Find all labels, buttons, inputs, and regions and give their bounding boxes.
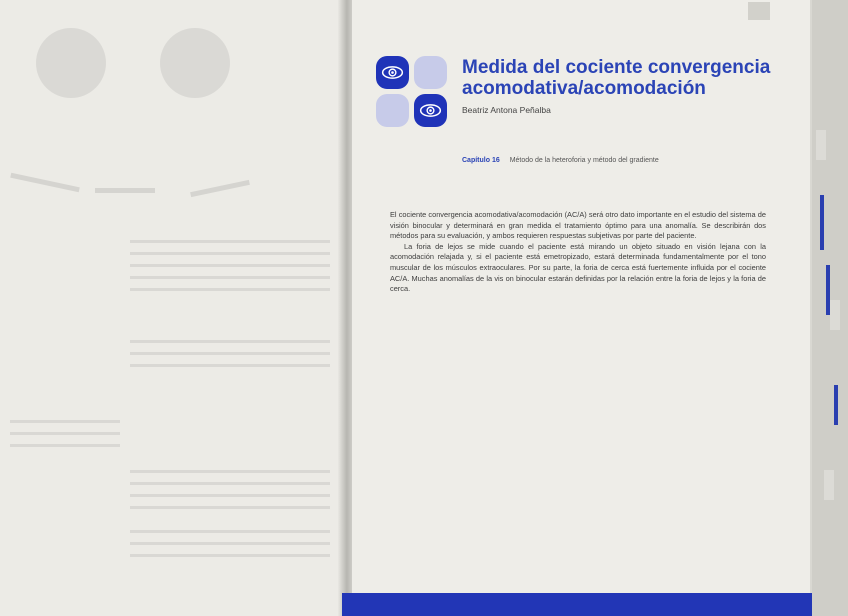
eye-icon: [381, 65, 404, 80]
edge-tab: [830, 300, 840, 330]
chapter-page: [352, 0, 810, 616]
eye-icon: [419, 103, 442, 118]
logo-square: [376, 94, 409, 127]
edge-tab: [834, 385, 838, 425]
chapter-author: Beatriz Antona Peñalba: [462, 105, 551, 115]
logo-square: [376, 56, 409, 89]
chapter-logo: [376, 56, 448, 128]
page-footer-band: [342, 593, 812, 616]
chapter-body: [390, 210, 766, 295]
chapter-reference: [462, 157, 659, 164]
previous-page-bleed: [0, 0, 346, 616]
edge-tab: [820, 195, 824, 250]
logo-square: [414, 94, 447, 127]
bleed-through-box: [748, 2, 770, 20]
edge-tab: [824, 470, 834, 500]
page-edge-tabs: [812, 0, 848, 616]
body-paragraph: La foria de lejos se mide cuando el paciente está mirando un objeto situado en visión lejana con la acomodación relajada y, si el paciente está emetropizado, estará determinada fundamentalmente por el tono muscular de los músculos extraoculares. Por su parte, la foria de cerca está fuertemente influida por el cociente AC/A. Muchas anomalías de la vis on binocular estarán definidas por la relación entre la foria de lejos y la foria de cerca.: [390, 241, 766, 294]
logo-square: [414, 56, 447, 89]
chapter-subject: Método de la heteroforia y método del gradiente: [509, 157, 659, 164]
body-paragraph: El cociente convergencia acomodativa/acomodación (AC/A) será otro dato importante en el estudio del sistema de visión binocular y determinará en gran medida el tratamiento óptimo para una anomalía. Se describirán dos métodos para su evaluación, y ambos requieren respuestas subjetivas por parte del paciente.: [390, 210, 766, 241]
previous-page: [0, 0, 346, 616]
chapter-number: Capítulo 16: [462, 157, 500, 164]
edge-tab: [816, 130, 826, 160]
chapter-title: Medida del cociente convergencia acomodativa/acomodación: [462, 57, 771, 99]
